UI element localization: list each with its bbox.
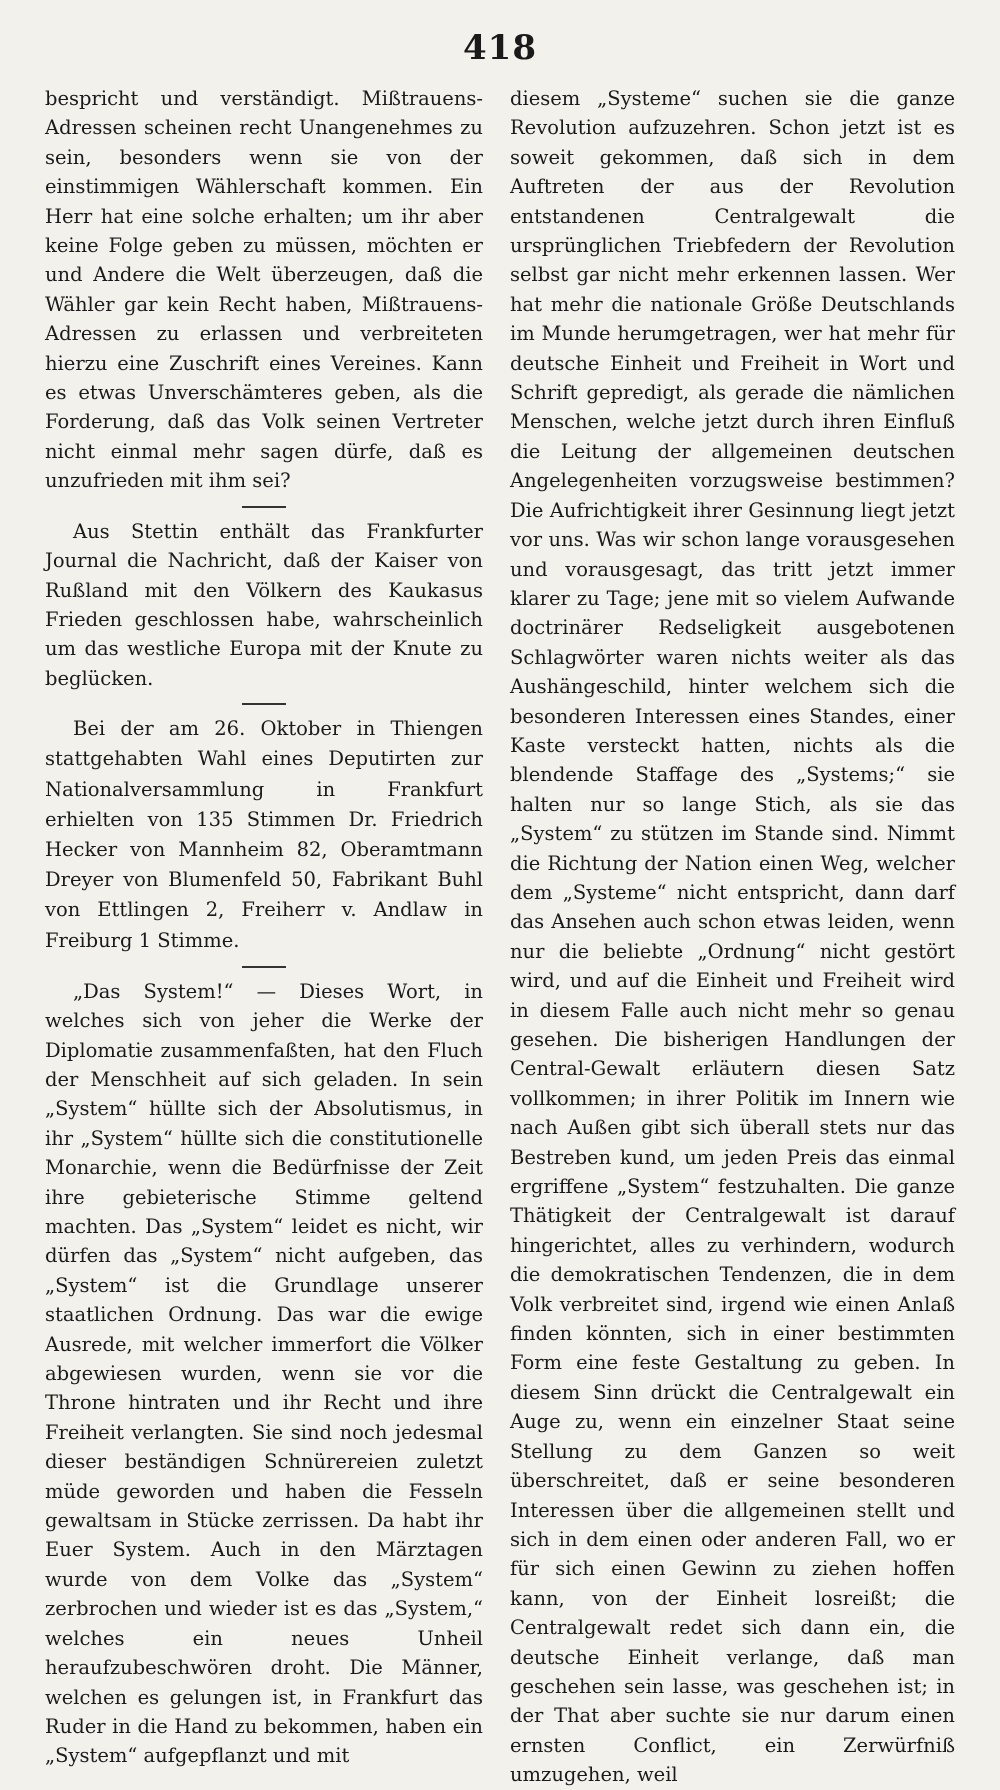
section-divider bbox=[242, 506, 286, 508]
left-column bbox=[45, 84, 483, 1771]
right-column bbox=[510, 84, 955, 1790]
paragraph-system-continued: diesem „Systeme“ suchen sie die ganze Revolution aufzuzehren. Schon jetzt ist es soweit gekommen, daß sich in dem Auftreten der aus der Revolution entstandenen Centralgewalt die ursprünglichen Triebfedern der Revolution selbst gar nicht mehr erkennen lassen. Wer hat mehr die nationale Größe Deutschlands im Munde herumgetragen, wer hat mehr für deutsche Einheit und Freiheit in Wort und Schrift gepredigt, als gerade die nämlichen Menschen, welche jetzt durch ihren Einfluß die Leitung der allgemeinen deutschen Angelegenheiten vorzugsweise bestimmen? Die Aufrichtigkeit ihrer Gesinnung liegt jetzt vor uns. Was wir schon lange vorausgesehen und vorausgesagt, das tritt jetzt immer klarer zu Tage; jene mit so vielem Aufwande doctrinärer Redseligkeit ausgebotenen Schlagwörter waren nichts weiter als das Aushängeschild, hinter welchem sich die besonderen Interessen eines Standes, einer Kaste versteckt hatten, nichts als die blendende Staffage des „Systems;“ sie halten nur so lange Stich, als sie das „System“ zu stützen im Stande sind. Nimmt die Richtung der Nation einen Weg, welcher dem „Systeme“ nicht entspricht, dann darf das Ansehen auch schon etwas leiden, wenn nur die beliebte „Ordnung“ nicht gestört wird, und auf die Einheit und Freiheit wird in diesem Falle auch nicht mehr so genau gesehen. Die bisherigen Handlungen der Central-Gewalt erläutern diesen Satz vollkommen; in ihrer Politik im Innern wie nach Außen gibt sich überall stets nur das Bestreben kund, um jeden Preis das einmal ergriffene „System“ festzuhalten. Die ganze Thätigkeit der Centralgewalt ist darauf hingerichtet, alles zu verhindern, wodurch die demokratischen Tendenzen, die in dem Volk verbreitet sind, irgend wie einen Anlaß finden könnten, sich in einer bestimmten Form eine feste Gestaltung zu geben. In diesem Sinn drückt die Centralgewalt ein Auge zu, wenn ein einzelner Staat seine Stellung zu dem Ganzen so weit überschreitet, daß er seine besonderen Interessen über die allgemeinen stellt und sich in dem einen oder anderen Fall, wo er für sich einen Gewinn zu ziehen hoffen kann, von der Einheit losreißt; die Centralgewalt redet sich dann ein, die deutsche Einheit verlange, daß man geschehen sein lasse, was geschehen ist; in der That aber suchte sie nur darum einen ernsten Conflict, ein Zerwürfniß umzugehen, weil bbox=[510, 87, 955, 1787]
paragraph-mistrust-addresses: bespricht und verständigt. Mißtrauens-Adressen scheinen recht Unangenehmes zu sein, besonders wenn sie von der einstimmigen Wählerschaft kommen. Ein Herr hat eine solche erhalten; um ihr aber keine Folge geben zu müssen, möchten er und Andere die Welt überzeugen, daß die Wähler gar kein Recht haben, Mißtrauens-Adressen zu erlassen und verbreiteten hierzu eine Zuschrift eines Vereines. Kann es etwas Unverschämteres geben, als die Forderung, daß das Volk seinen Vertreter nicht einmal mehr sagen dürfe, daß es unzufrieden mit ihm sei? bbox=[45, 87, 483, 493]
page-number: 418 bbox=[463, 28, 537, 68]
paragraph-election-results: Bei der am 26. Oktober in Thiengen stattgehabten Wahl eines Deputirten zur Nationalversammlung in Frankfurt erhielten von 135 Stimmen Dr. Friedrich Hecker von Mannheim 82, Oberamtmann Dreyer von Blumenfeld 50, Fabrikant Buhl von Ettlingen 2, Freiherr v. Andlaw in Freiburg 1 Stimme. bbox=[45, 717, 483, 952]
paragraph-stettin-news: Aus Stettin enthält das Frankfurter Journal die Nachricht, daß der Kaiser von Rußland mit den Völkern des Kaukasus Frieden geschlossen habe, wahrscheinlich um das westliche Europa mit der Knute zu beglücken. bbox=[45, 519, 483, 690]
section-divider bbox=[242, 966, 286, 968]
paragraph-das-system: „Das System!“ — Dieses Wort, in welches sich von jeher die Werke der Diplomatie zusammenfaßten, hat den Fluch der Menschheit auf sich geladen. In sein „System“ hüllte sich der Absolutismus, in ihr „System“ hüllte sich die constitutionelle Monarchie, wenn die Bedürfnisse der Zeit ihre gebieterische Stimme geltend machten. Das „System“ leidet es nicht, wir dürfen das „System“ nicht aufgeben, das „System“ ist die Grundlage unserer staatlichen Ordnung. Das war die ewige Ausrede, mit welcher immerfort die Völker abgewiesen wurden, wenn sie vor die Throne hintraten und ihr Recht und ihre Freiheit verlangten. Sie sind noch jedesmal dieser beständigen Schnürereien zuletzt müde geworden und haben die Fesseln gewaltsam in Stücke zerrissen. Da habt ihr Euer System. Auch in den Märztagen wurde von dem Volke das „System“ zerbrochen und wieder ist es das „System,“ welches ein neues Unheil heraufzubeschwören droht. Die Männer, welchen es gelungen ist, in Frankfurt das Ruder in die Hand zu bekommen, haben ein „System“ aufgepflanzt und mit bbox=[45, 979, 483, 1768]
section-divider bbox=[242, 703, 286, 705]
